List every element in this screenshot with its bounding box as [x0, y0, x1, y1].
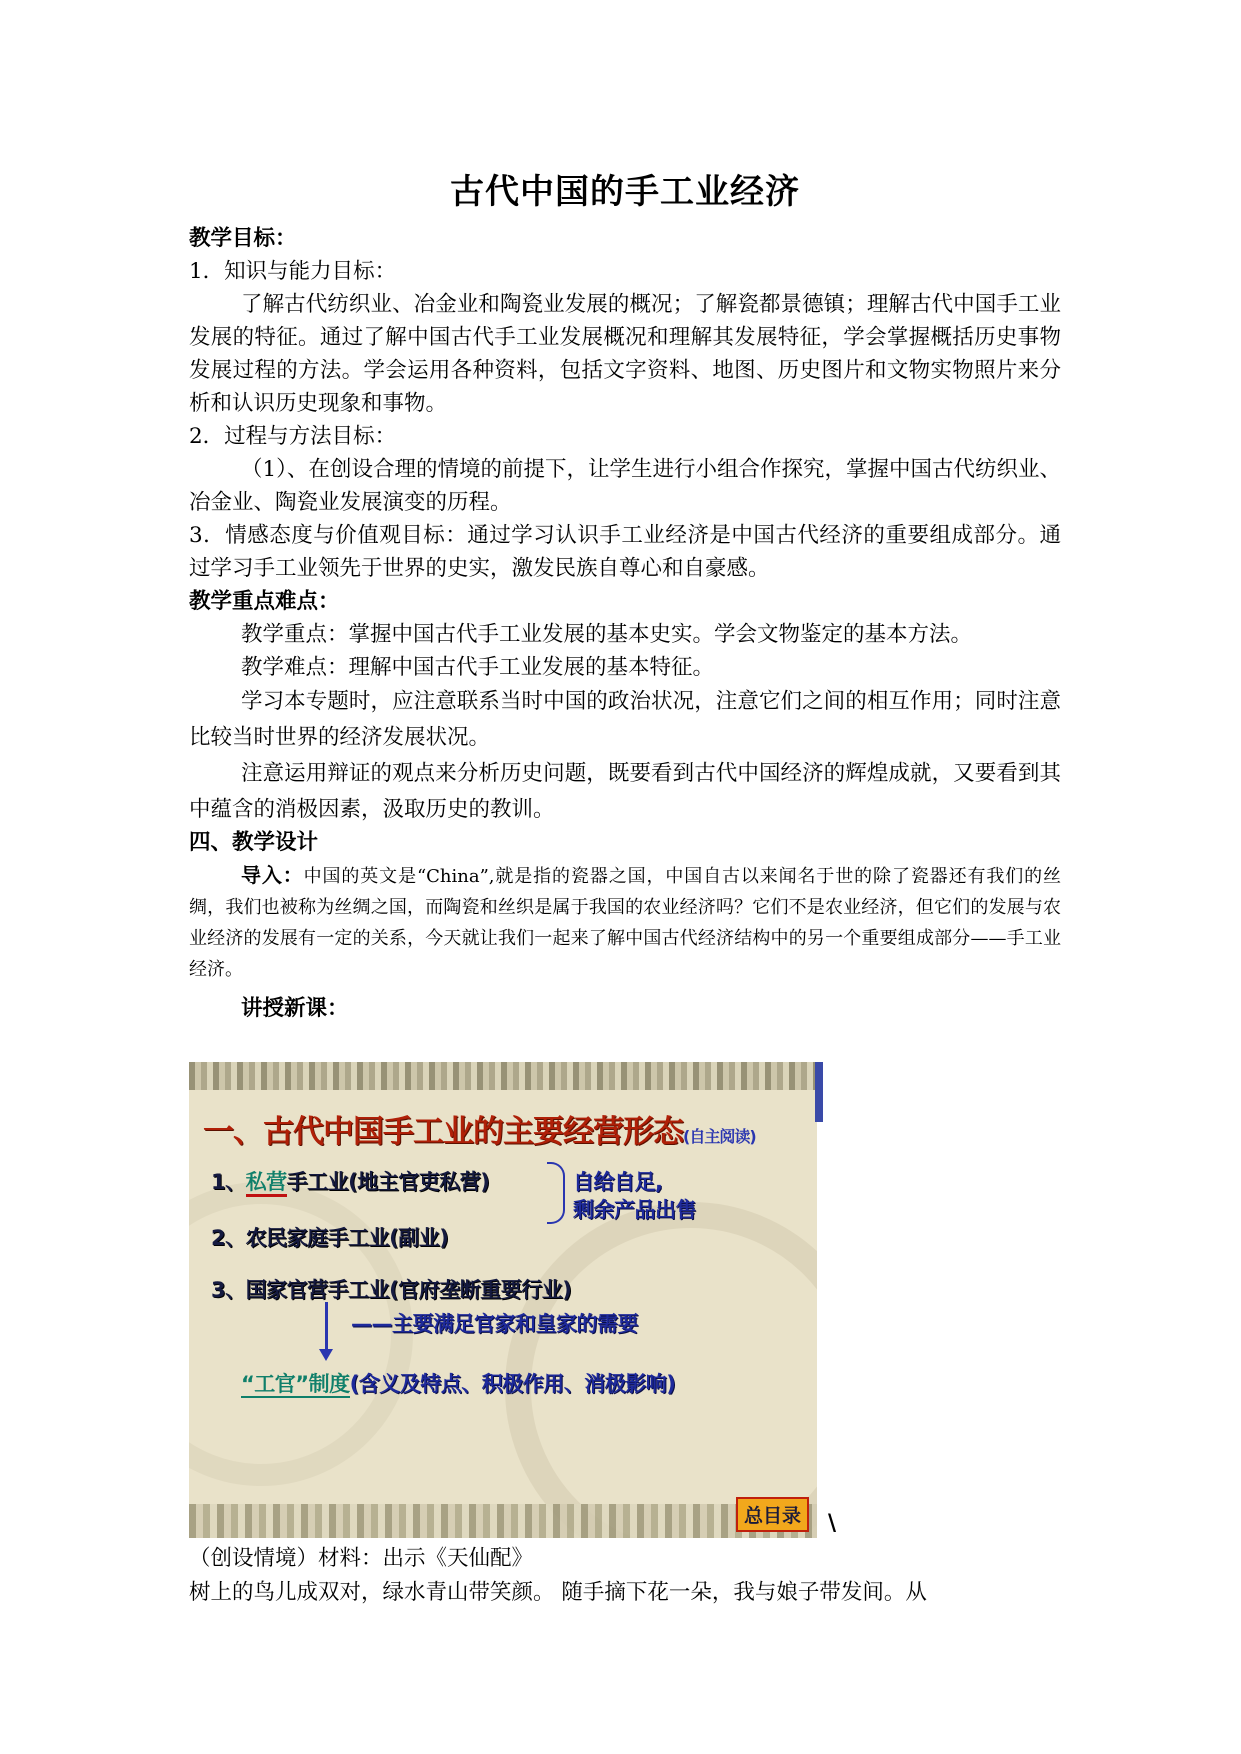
objective-1-text: 了解古代纺织业、冶金业和陶瓷业发展的概况；了解瓷都景德镇；理解古代中国手工业发展的特征。通过了解中国古代手工业发展概况和理解其发展特征，学会掌握概括历史事物发展过程的方法。学会运用各种资料，包括文字资料、地图、历史图片和文物实物照片来分析和认识历史现象和事物。 [189, 292, 1061, 416]
slide-item-3: 3、国家官营手工业(官府垄断重要行业) [211, 1278, 572, 1302]
objective-2-text: （1）、在创设合理的情境的前提下，让学生进行小组合作探究，掌握中国古代纺织业、冶金业、陶瓷业发展演变的历程。 [189, 457, 1061, 515]
difficult-point: 教学难点：理解中国古代手工业发展的基本特征。 [241, 655, 715, 680]
intro-label: 导入： [241, 863, 304, 887]
slide-arrow-note: ——主要满足官家和皇家的需要 [351, 1312, 638, 1336]
design-heading: 四、教学设计 [189, 830, 319, 855]
poem-line: 树上的鸟儿成双对，绿水青山带笑颜。 随手摘下花一朵，我与娘子带发间。从 [189, 1580, 927, 1605]
study-note-1: 学习本专题时，应注意联系当时中国的政治状况，注意它们之间的相互作用；同时注意比较当时世界的经济发展状况。 [189, 689, 1061, 750]
new-lesson-heading: 讲授新课： [241, 996, 349, 1021]
slide-item-2: 2、农民家庭手工业(副业) [211, 1226, 449, 1250]
slide-item-4 [241, 1368, 675, 1398]
keypoints-heading: 教学重点难点： [189, 589, 340, 614]
scenario-line: （创设情境）材料：出示《天仙配》 [189, 1546, 534, 1571]
slide-bottom-border [189, 1504, 817, 1538]
slide-item-4-rest: (含义及特点、积极作用、消极影响) [349, 1372, 676, 1396]
intro-paragraph [189, 860, 1061, 985]
stray-backslash: \ [828, 1510, 837, 1536]
intro-text: 中国的英文是“China”,就是指的瓷器之国，中国自古以来闻名于世的除了瓷器还有我们的丝绸，我们也被称为丝绸之国，而陶瓷和丝织是属于我国的农业经济吗？它们不是农业经济，但它们的发展与农业经济的发展有一定的关系，今天就让我们一起来了解中国古代经济结构中的另一个重要组成部分——手工业经济。 [189, 866, 1061, 980]
study-note-2: 注意运用辩证的观点来分析历史问题，既要看到古代中国经济的辉煌成就，又要看到其中蕴含的消极因素，汲取历史的教训。 [189, 761, 1061, 822]
slide-brace-text-2: 剩余产品出售 [573, 1198, 696, 1222]
slide-item-1 [211, 1166, 489, 1196]
slide-brace-text-1: 自给自足, [573, 1170, 663, 1194]
arrow-head-icon [319, 1349, 333, 1361]
slide-item-1-number: 1、 [211, 1170, 246, 1194]
objective-3-text: 3．情感态度与价值观目标：通过学习认识手工业经济是中国古代经济的重要组成部分。通过学习手工业领先于世界的史实，激发民族自尊心和自豪感。 [189, 523, 1061, 581]
key-point: 教学重点：掌握中国古代手工业发展的基本史实。学会文物鉴定的基本方法。 [241, 622, 973, 647]
slide-item-1-rest: 手工业(地主官吏私营) [286, 1170, 490, 1194]
slide-item-4-keyword[interactable]: “工官”制度 [241, 1372, 350, 1396]
slide-image [189, 1062, 821, 1538]
arrow-down-icon [325, 1302, 328, 1352]
slide-top-border [189, 1062, 817, 1090]
slide-item-1-keyword[interactable]: 私营 [246, 1170, 287, 1197]
main-menu-button[interactable]: 总目录 [736, 1497, 809, 1532]
document-title: 古代中国的手工业经济 [450, 172, 800, 212]
slide-scrollbar[interactable] [815, 1062, 823, 1122]
objective-1-heading: 1．知识与能力目标： [189, 259, 397, 284]
objectives-heading: 教学目标： [189, 226, 297, 251]
objective-2-heading: 2．过程与方法目标： [189, 424, 397, 449]
brace-icon [547, 1162, 565, 1224]
slide-title [203, 1106, 756, 1151]
slide-title-note: (自主阅读) [683, 1127, 756, 1146]
slide-title-text: 一、古代中国手工业的主要经营形态 [203, 1114, 683, 1150]
